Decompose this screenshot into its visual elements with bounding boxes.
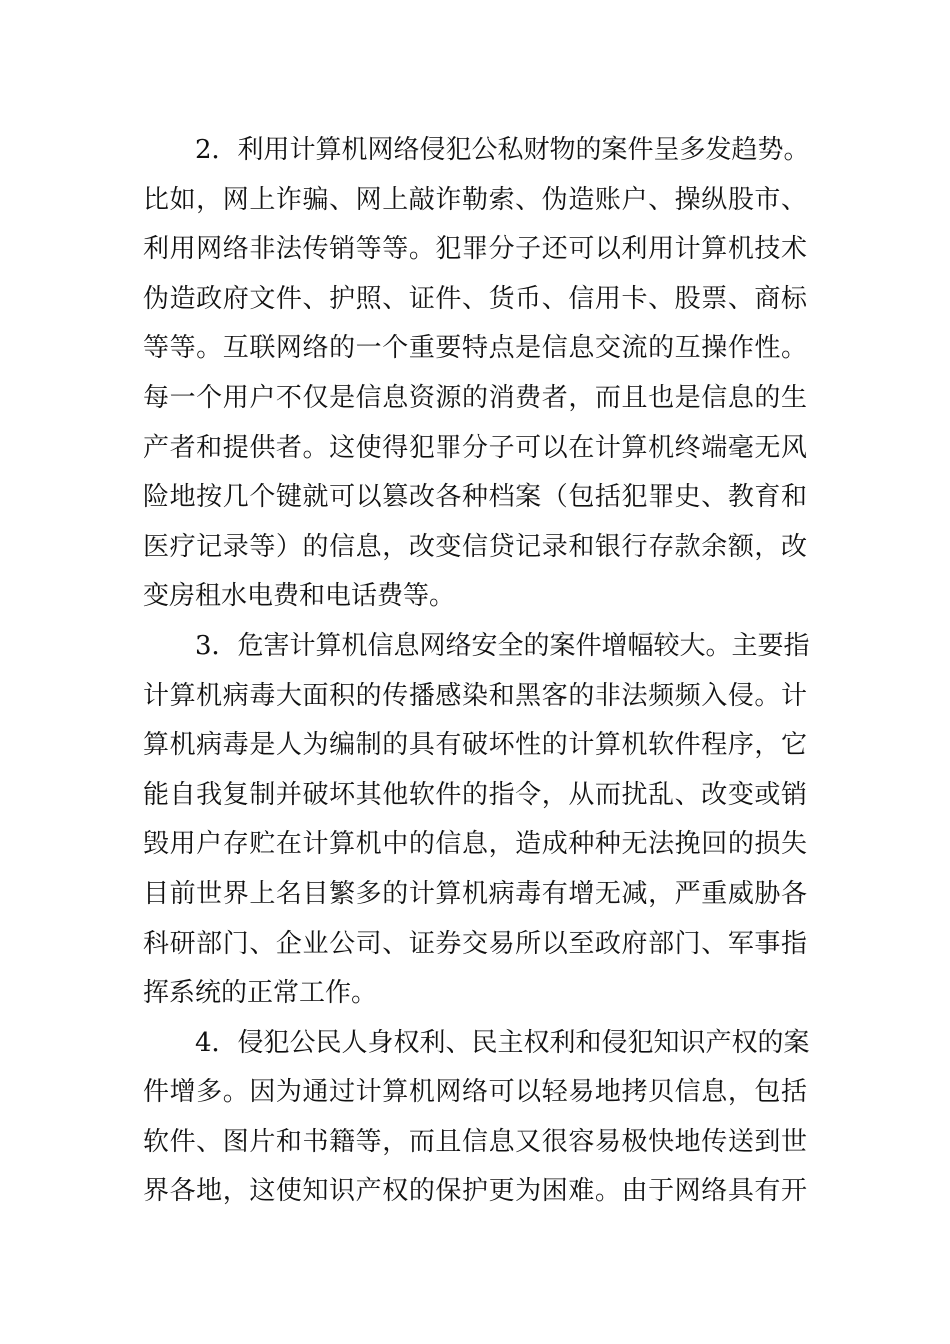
text-line: 目前世界上名目繁多的计算机病毒有增无减，严重威胁各 — [143, 878, 807, 909]
text-line: 利用网络非法传销等等。犯罪分子还可以利用计算机技术 — [143, 234, 807, 265]
text-line: 2．利用计算机网络侵犯公私财物的案件呈多发趋势。 — [195, 135, 810, 165]
text-line: 产者和提供者。这使得犯罪分子可以在计算机终端毫无风 — [143, 432, 807, 463]
text-line: 软件、图片和书籍等，而且信息又很容易极快地传送到世 — [143, 1126, 807, 1157]
paragraph-3 — [143, 622, 810, 1019]
paragraph-2 — [143, 126, 810, 622]
text-line: 能自我复制并破坏其他软件的指令，从而扰乱、改变或销 — [143, 779, 807, 810]
text-line: 计算机病毒大面积的传播感染和黑客的非法频频入侵。计 — [143, 680, 807, 711]
text-line: 毁用户存贮在计算机中的信息，造成种种无法挽回的损失 — [143, 829, 807, 860]
text-line: 伪造政府文件、护照、证件、货币、信用卡、股票、商标 — [143, 283, 807, 314]
text-line: 每一个用户不仅是信息资源的消费者，而且也是信息的生 — [143, 382, 807, 413]
text-line: 变房租水电费和电话费等。 — [143, 581, 456, 612]
text-line: 界各地，这使知识产权的保护更为困难。由于网络具有开 — [143, 1176, 807, 1207]
text-line: 4．侵犯公民人身权利、民主权利和侵犯知识产权的案 — [195, 1027, 810, 1058]
text-line: 医疗记录等）的信息，改变信贷记录和银行存款余额，改 — [143, 531, 807, 562]
text-line: 件增多。因为通过计算机网络可以轻易地拷贝信息，包括 — [143, 1077, 807, 1108]
text-line: 险地按几个键就可以篡改各种档案（包括犯罪史、教育和 — [143, 482, 807, 513]
text-line: 挥系统的正常工作。 — [143, 978, 378, 1009]
text-line: 比如，网上诈骗、网上敲诈勒索、伪造账户、操纵股市、 — [143, 184, 807, 215]
body-text — [143, 126, 810, 1217]
text-line: 等等。互联网络的一个重要特点是信息交流的互操作性。 — [143, 333, 807, 364]
text-line: 3．危害计算机信息网络安全的案件增幅较大。主要指 — [195, 630, 810, 661]
text-line: 算机病毒是人为编制的具有破坏性的计算机软件程序，它 — [143, 730, 807, 761]
text-line: 科研部门、企业公司、证券交易所以至政府部门、军事指 — [143, 928, 807, 959]
paragraph-4 — [143, 1019, 810, 1217]
